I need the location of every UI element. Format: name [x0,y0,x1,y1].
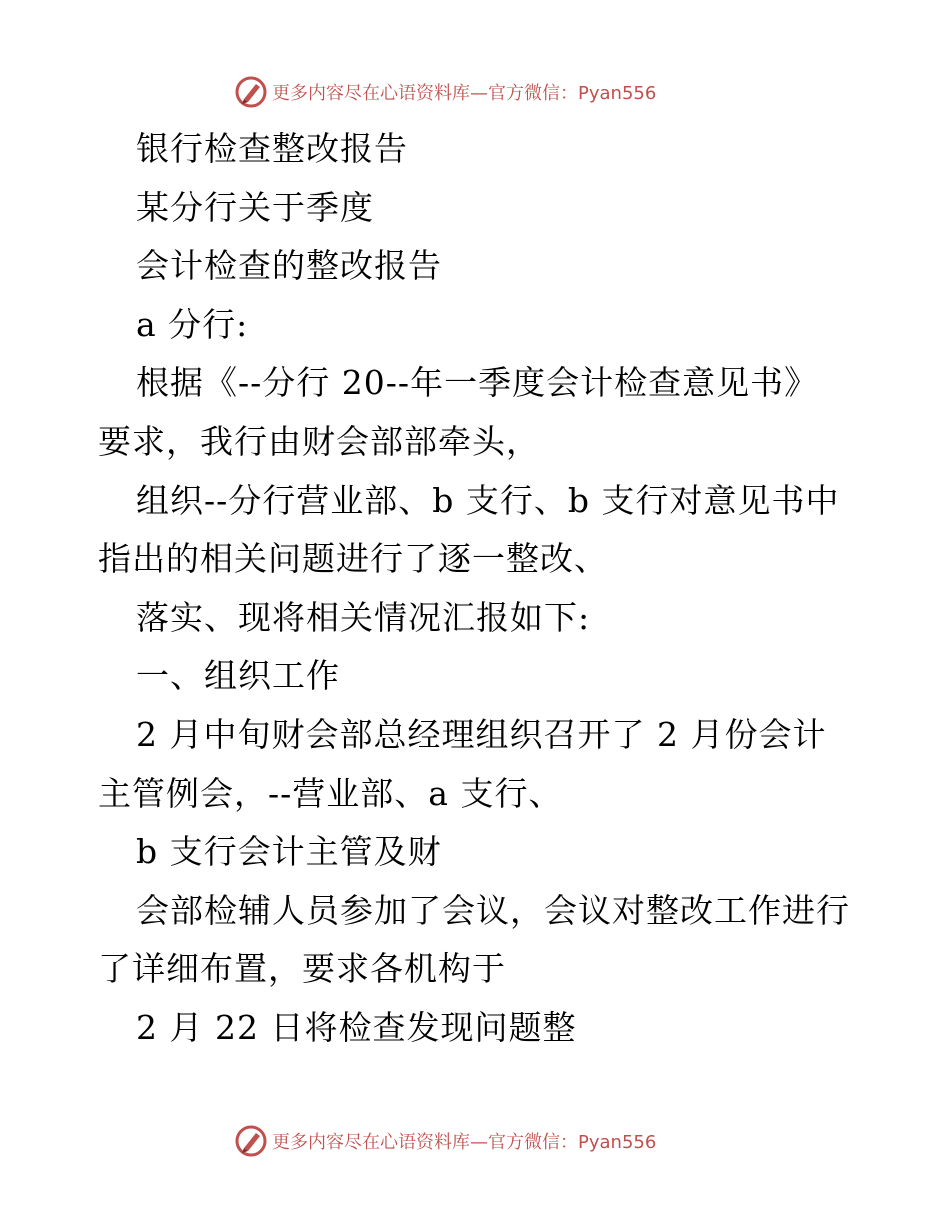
watermark-text: 更多内容尽在心语资料库—官方微信：Pyan556 [272,1132,657,1153]
paragraph-line: 主管例会，--营业部、a 支行、 [98,773,563,813]
paragraph-line: 2 月 22 日将检查发现问题整 [136,1007,577,1047]
paragraph-line: a 分行: [136,304,249,344]
watermark-header [234,72,754,112]
paragraph-line: 落实、现将相关情况汇报如下: [136,597,591,637]
paragraph-line: 银行检查整改报告 [136,129,408,168]
paragraph-line: 2 月中旬财会部总经理组织召开了 2 月份会计 [136,714,827,754]
paragraph-line: 组织--分行营业部、b 支行、b 支行对意见书中 [136,480,840,520]
document-body [98,120,858,1058]
paragraph-line: 一、组织工作 [136,656,340,696]
paragraph-line: b 支行会计主管及财 [136,832,442,872]
paragraph-line: 会计检查的整改报告 [136,246,442,286]
paragraph-line: 了详细布置，要求各机构于 [98,949,506,989]
paragraph-line: 指出的相关问题进行了逐一整改、 [98,539,608,579]
pen-logo-icon [234,75,268,109]
paragraph-line: 根据《--分行 20--年一季度会计检查意见书》 [136,363,819,403]
paragraph-line: 某分行关于季度 [136,187,374,227]
pen-logo-icon [234,1124,268,1158]
paragraph-line: 会部检辅人员参加了会议，会议对整改工作进行 [136,890,850,930]
paragraph-line: 要求，我行由财会部部牵头， [98,421,540,461]
watermark-text: 更多内容尽在心语资料库—官方微信：Pyan556 [272,83,657,104]
watermark-footer [234,1121,754,1161]
